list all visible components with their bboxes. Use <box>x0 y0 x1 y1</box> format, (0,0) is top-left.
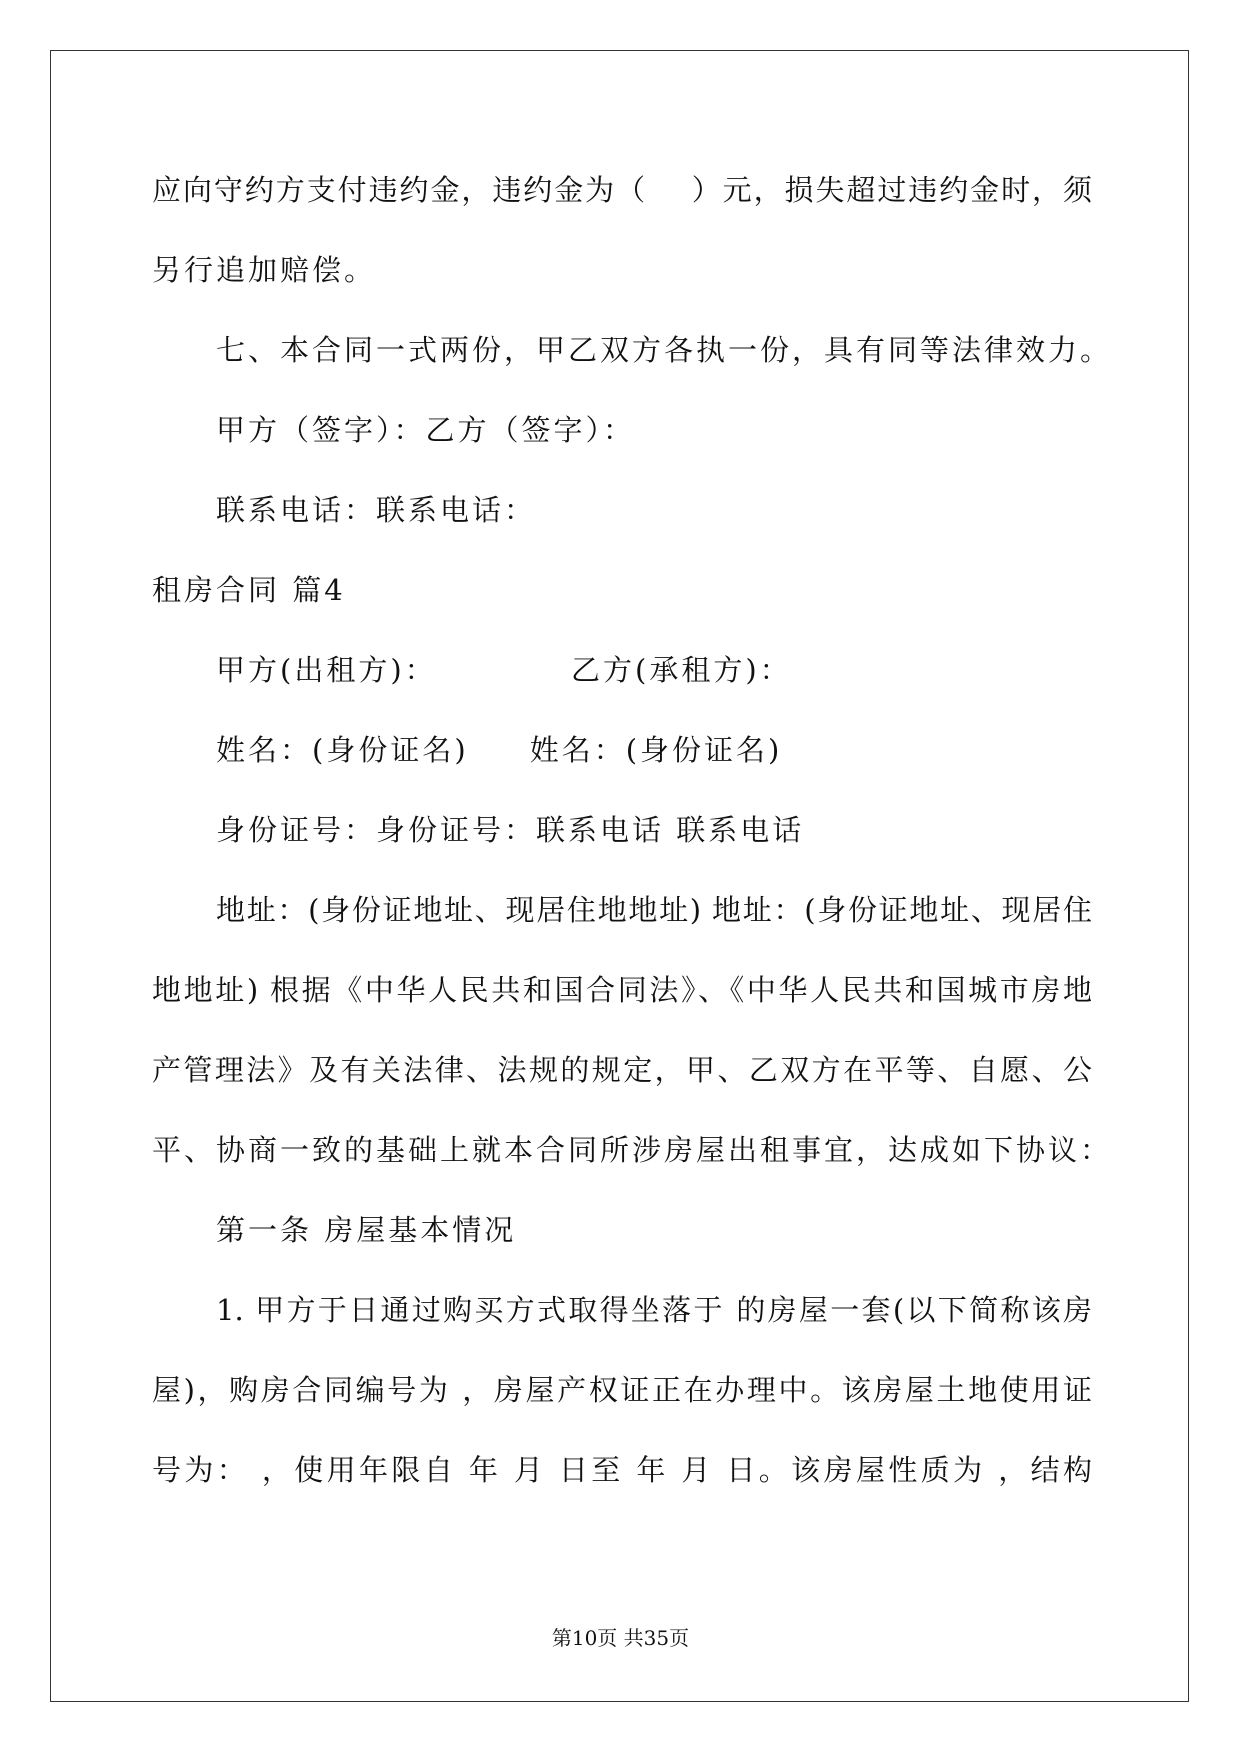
page-number-footer: 第10页 共35页 <box>551 1626 690 1650</box>
party-line: 甲方(出租方)： 乙方(承租方)： <box>216 653 792 687</box>
document-body <box>152 162 1113 1522</box>
address-line: 地址：(身份证地址、现居住地地址) 地址：(身份证地址、现居住 <box>216 893 1092 927</box>
paragraph-line: 应向守约方支付违约金，违约金为（ ）元，损失超过违约金时，须 <box>152 173 1092 207</box>
paragraph-line: 地地址) 根据《中华人民共和国合同法》、《中华人民共和国城市房地 <box>152 973 1092 1007</box>
paragraph-line: 屋)，购房合同编号为 ，房屋产权证正在办理中。该房屋土地使用证 <box>152 1373 1092 1407</box>
section-heading: 租房合同 篇4 <box>152 573 346 607</box>
paragraph-line: 产管理法》及有关法律、法规的规定，甲、乙双方在平等、自愿、公 <box>152 1053 1092 1087</box>
paragraph-line: 平、协商一致的基础上就本合同所涉房屋出租事宜，达成如下协议： <box>152 1133 1113 1167</box>
article-heading: 第一条 房屋基本情况 <box>216 1213 517 1247</box>
name-line: 姓名：(身份证名) 姓名：(身份证名) <box>216 733 783 767</box>
paragraph-line: 另行追加赔偿。 <box>152 253 377 287</box>
phone-line: 联系电话：联系电话： <box>216 493 537 527</box>
id-line: 身份证号：身份证号：联系电话 联系电话 <box>216 813 805 847</box>
paragraph-line: 七、本合同一式两份，甲乙双方各执一份，具有同等法律效力。 <box>216 333 1113 367</box>
paragraph-line: 1. 甲方于日通过购买方式取得坐落于 的房屋一套(以下简称该房 <box>216 1293 1092 1327</box>
paragraph-line: 号为： ，使用年限自 年 月 日至 年 月 日。该房屋性质为 ，结构 <box>152 1453 1092 1487</box>
signature-line: 甲方（签字）：乙方（签字）： <box>216 413 636 447</box>
